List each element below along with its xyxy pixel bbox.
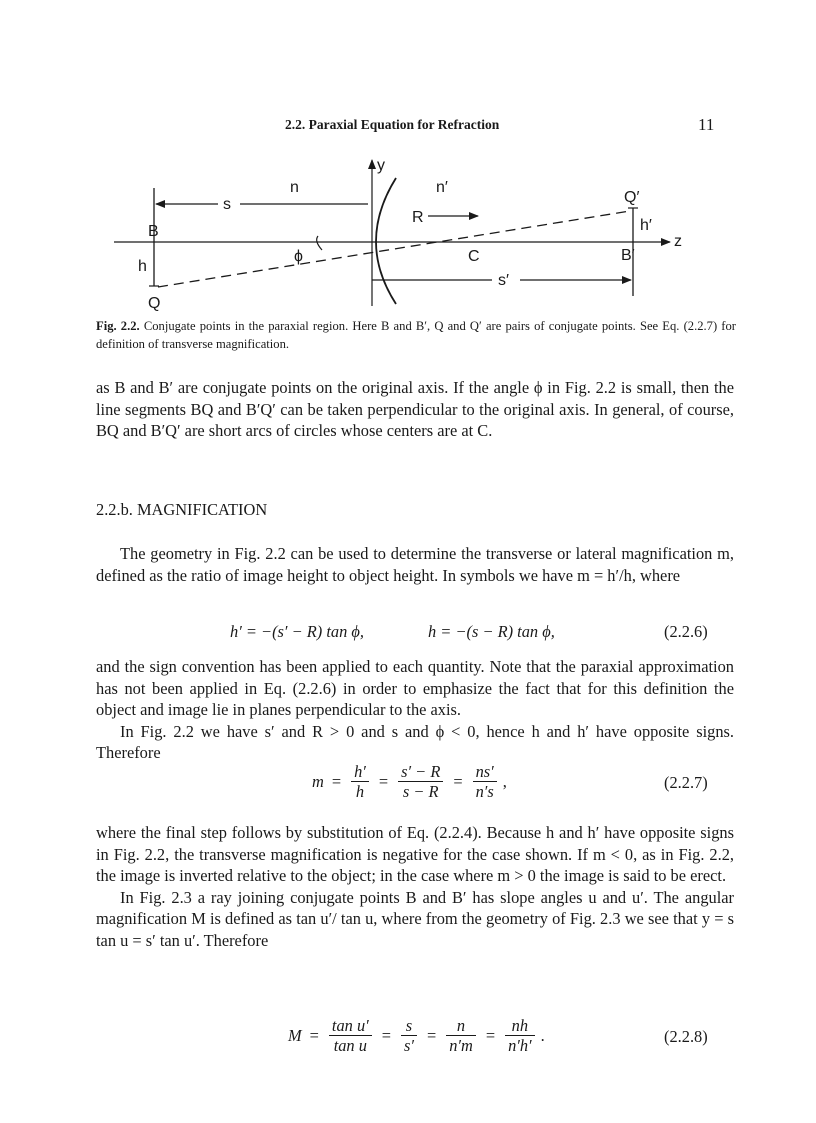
eq-226-number: (2.2.6) [664, 622, 708, 641]
figure-caption [96, 317, 736, 353]
label-q: Q [148, 295, 161, 312]
phi-arc [317, 236, 322, 250]
refracting-surface [376, 178, 396, 304]
eq-226-right: h = −(s − R) tan ϕ, [428, 622, 555, 641]
running-head [0, 117, 816, 137]
paragraph-6-text: In Fig. 2.3 a ray joining conjugate points B and B′ has slope angles u and u′. The angular magnification M is defined as tan u′/ tan u, where from the geometry of Fig. 2.3 we see that y = s tan u = s′ tan u′. Therefore [96, 887, 734, 950]
eq-227-number: (2.2.7) [664, 773, 708, 792]
equation-2-2-8: M = $\frac{\text{tan u′}}{\text{tan u}}$ = $\frac{s}{s'}$ = $\frac{n}{n'm}$ = $\frac{nh}{n'h'}$ . (2.2.8) [288, 1016, 708, 1055]
paragraph-4-text: In Fig. 2.2 we have s′ and R > 0 and s and ϕ < 0, hence h and h′ have opposite signs. Therefore [96, 721, 734, 763]
eq-226-left: h′ = −(s′ − R) tan ϕ, [230, 622, 364, 641]
eq-228-frac-1: $\frac{\text{tan u′}}{\text{tan u}}$ [329, 1016, 372, 1055]
eq-227-frac-1: $\frac{h'}{h}$ [351, 762, 369, 801]
eq-228-frac-3: $\frac{n}{n'm}$ [446, 1016, 476, 1055]
label-h: h [138, 258, 147, 275]
caption-label: Fig. 2.2. [96, 319, 140, 333]
equation-2-2-7: m = $\frac{h'}{h}$ = $\frac{s' - R}{s - R}$ = $\frac{ns'}{n's}$ , (2.2.7) [312, 762, 708, 801]
paragraph-5-text: where the final step follows by substitution of Eq. (2.2.4). Because h and h′ have opposite signs in Fig. 2.2, the transverse magnification is negative for the case shown. If m < 0, as in Fig. 2.2, the image is inverted relative to the object; in the case where m > 0 the image is said to be erect. [96, 823, 734, 886]
page-number: 11 [698, 115, 715, 134]
paragraph-2-text: The geometry in Fig. 2.2 can be used to determine the transverse or lateral magnification m, defined as the ratio of image height to object height. In symbols we have m = h′/h, where [96, 544, 734, 585]
label-h-prime: h′ [640, 217, 652, 234]
eq-228-frac-2: $\frac{s}{s'}$ [401, 1016, 417, 1055]
eq-228-lhs: M [288, 1025, 302, 1045]
label-b: B [148, 223, 159, 240]
paragraph-1-text: as B and B′ are conjugate points on the original axis. If the angle ϕ in Fig. 2.2 is small, then the line segments BQ and B′Q′ can be taken perpendicular to the original axis. In general, of course, BQ and B′Q′ are short arcs of circles whose centers are at C. [96, 378, 734, 441]
eq-227-lhs: m [312, 771, 324, 791]
paragraph-1 [96, 377, 734, 442]
label-n: n [290, 179, 299, 196]
label-n-prime: n′ [436, 179, 448, 196]
label-s: s [223, 196, 231, 213]
eq-227-frac-2: $\frac{s' - R}{s - R}$ [398, 762, 443, 801]
label-q-prime: Q′ [624, 189, 640, 206]
paragraph-3 [96, 656, 734, 764]
label-c: C [468, 248, 480, 265]
paragraph-5 [96, 822, 734, 952]
label-s-prime: s′ [498, 272, 509, 289]
eq-228-number: (2.2.8) [664, 1027, 708, 1046]
figure-2-2 [100, 148, 720, 318]
paragraph-2 [96, 543, 734, 586]
eq-227-frac-3: $\frac{ns'}{n's}$ [473, 762, 497, 801]
paragraph-3-text: and the sign convention has been applied to each quantity. Note that the paraxial approximation has not been applied in Eq. (2.2.6) in order to emphasize the fact that for this definition the object and image lie in planes perpendicular to the axis. [96, 657, 734, 720]
eq-228-frac-4: $\frac{nh}{n'h'}$ [505, 1016, 535, 1055]
label-b-prime: B′ [621, 247, 635, 264]
label-z: z [674, 233, 682, 250]
label-phi: ϕ [294, 248, 303, 265]
caption-text: Conjugate points in the paraxial region. Here B and B′, Q and Q′ are pairs of conjugate points. See Eq. (2.2.7) for definition of transverse magnification. [96, 319, 736, 351]
label-y: y [377, 157, 385, 174]
running-title: 2.2. Paraxial Equation for Refraction [285, 117, 500, 132]
ray-dashed [158, 211, 630, 287]
section-heading: 2.2.b. MAGNIFICATION [96, 500, 268, 519]
label-r: R [412, 209, 424, 226]
